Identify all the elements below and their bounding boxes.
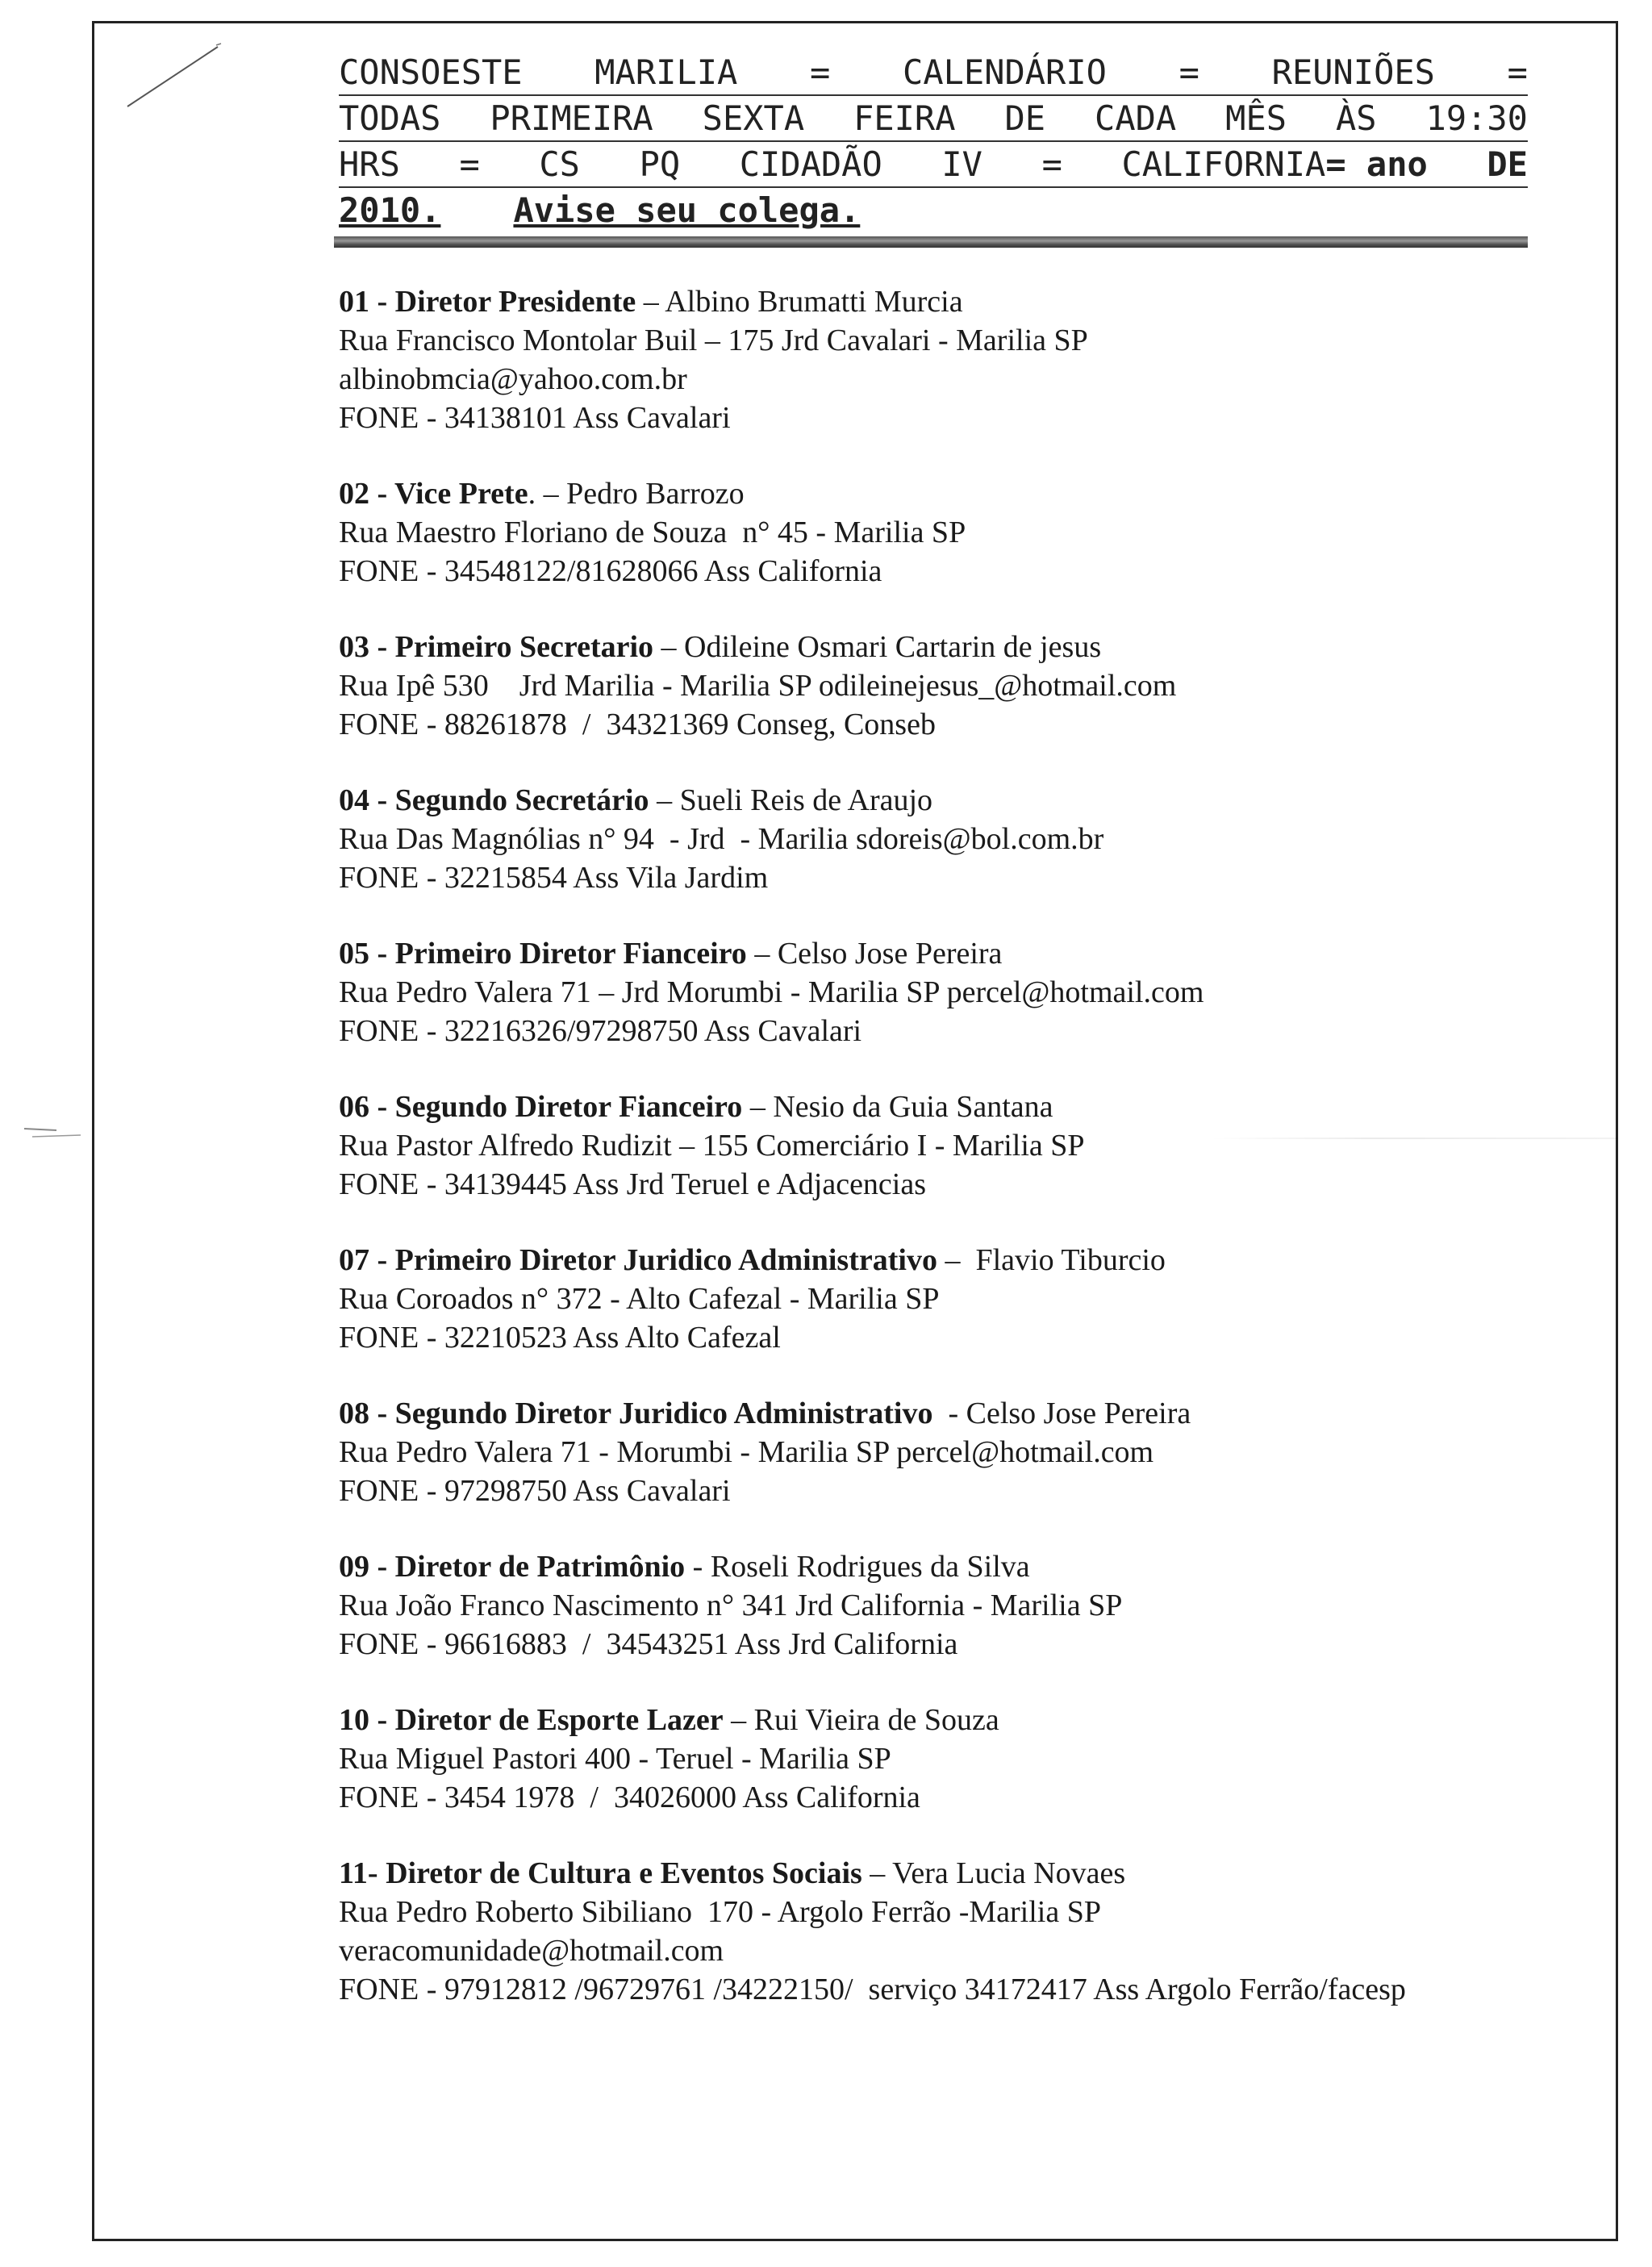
entry-number: 01 - — [339, 285, 395, 319]
entry-detail-line: FONE - 34138101 Ass Cavalari — [339, 401, 731, 435]
directors-list — [339, 282, 1597, 2046]
header-word: CS — [539, 144, 580, 184]
entry-detail-line: Rua Miguel Pastori 400 - Teruel - Marilia SP — [339, 1742, 891, 1776]
header-line-4 — [339, 188, 1528, 232]
entry-person-name: – Albino Brumatti Murcia — [636, 285, 963, 319]
entry-detail-line: Rua Pastor Alfredo Rudizit – 155 Comerciário I - Marilia SP — [339, 1129, 1085, 1163]
header-word: REUNIÕES — [1271, 52, 1435, 92]
document-header — [339, 50, 1528, 232]
entry-detail-line: veracomunidade@hotmail.com — [339, 1934, 724, 1968]
header-word: FEIRA — [853, 98, 956, 138]
entry-person-name: – Odileine Osmari Cartarin de jesus — [653, 630, 1102, 664]
header-word — [1121, 142, 1427, 186]
header-line-2 — [339, 96, 1528, 142]
entry-title-line — [339, 474, 1597, 513]
entry-role: Segundo Secretário — [394, 783, 649, 817]
header-divider — [334, 236, 1528, 248]
director-entry — [339, 474, 1597, 591]
entry-person-name: - Celso Jose Pereira — [932, 1397, 1191, 1430]
header-word: ÀS — [1335, 98, 1377, 138]
header-year: 2010. — [339, 190, 441, 230]
header-word: CONSOESTE — [339, 52, 523, 92]
entry-detail-line: albinobmcia@yahoo.com.br — [339, 362, 687, 396]
entry-number: 03 - — [339, 630, 395, 664]
entry-detail-line: Rua Francisco Montolar Buil – 175 Jrd Cavalari - Marilia SP — [339, 324, 1088, 357]
director-entry — [339, 1088, 1597, 1204]
header-word: PRIMEIRA — [490, 98, 653, 138]
entry-role: Segundo Diretor Fianceiro — [394, 1090, 743, 1124]
entry-title-line — [339, 1547, 1597, 1586]
header-word: CALENDÁRIO — [903, 52, 1107, 92]
header-word: = — [1179, 52, 1199, 92]
entry-detail-line: FONE - 3454 1978 / 34026000 Ass California — [339, 1781, 920, 1814]
header-word: = — [810, 52, 831, 92]
header-word: 19:30 — [1425, 98, 1528, 138]
entry-person-name: – Vera Lucia Novaes — [861, 1856, 1126, 1890]
director-entry — [339, 1547, 1597, 1664]
entry-number: 08 - — [339, 1397, 395, 1430]
entry-detail-line: FONE - 32216326/97298750 Ass Cavalari — [339, 1014, 862, 1048]
entry-number: 10 - — [339, 1703, 395, 1737]
director-entry — [339, 934, 1597, 1050]
header-word: HRS — [339, 144, 400, 184]
header-word: = — [1507, 52, 1528, 92]
header-word: = — [459, 144, 480, 184]
header-word: MARILIA — [594, 52, 738, 92]
director-entry — [339, 781, 1597, 897]
header-word: SEXTA — [702, 98, 805, 138]
entry-role: Diretor Presidente — [394, 285, 636, 319]
director-entry — [339, 282, 1597, 437]
entry-number: 07 - — [339, 1243, 395, 1277]
entry-number: 02 - — [339, 477, 394, 511]
entry-role: Diretor de Patrimônio — [394, 1550, 686, 1584]
entry-person-name: – Rui Vieira de Souza — [723, 1703, 999, 1737]
header-notice: Avise seu colega. — [513, 190, 861, 230]
entry-person-name: . – Pedro Barrozo — [528, 477, 745, 511]
pen-stroke-mark — [121, 40, 226, 113]
header-word: CIDADÃO — [739, 144, 882, 184]
header-word: TODAS — [339, 98, 441, 138]
entry-number: 04 - — [339, 783, 395, 817]
entry-detail-line: Rua Ipê 530 Jrd Marilia - Marilia SP odileinejesus_@hotmail.com — [339, 669, 1177, 703]
header-spacer — [440, 188, 513, 232]
entry-role: Primeiro Diretor Fianceiro — [394, 937, 747, 971]
entry-detail-line: FONE - 97912812 /96729761 /34222150/ serviço 34172417 Ass Argolo Ferrão/facesp — [339, 1973, 1406, 2006]
header-word: MÊS — [1225, 98, 1287, 138]
entry-title-line — [339, 934, 1597, 973]
entry-title-line — [339, 628, 1597, 666]
entry-role: Primeiro Secretario — [394, 630, 654, 664]
entry-role: Segundo Diretor Juridico Administrativo — [394, 1397, 933, 1430]
entry-number: 06 - — [339, 1090, 395, 1124]
entry-title-line — [339, 781, 1597, 820]
entry-role: Primeiro Diretor Juridico Administrativo — [394, 1243, 937, 1277]
header-word: DE — [1004, 98, 1046, 138]
entry-title-line — [339, 1854, 1597, 1893]
edge-scan-mark — [0, 1125, 92, 1142]
entry-role: Diretor de Cultura e Eventos Sociais — [386, 1856, 862, 1890]
header-word: CALIFORNIA — [1121, 144, 1326, 184]
director-entry — [339, 1854, 1597, 2009]
director-entry — [339, 628, 1597, 744]
director-entry — [339, 1701, 1597, 1817]
header-word: = — [1041, 144, 1062, 184]
entry-detail-line: Rua Das Magnólias n° 94 - Jrd - Marilia sdoreis@bol.com.br — [339, 822, 1104, 856]
entry-detail-line: FONE - 34548122/81628066 Ass California — [339, 554, 882, 588]
entry-number: 09 - — [339, 1550, 395, 1584]
header-line-1 — [339, 50, 1528, 96]
entry-title-line — [339, 1088, 1597, 1126]
header-word: PQ — [639, 144, 681, 184]
entry-detail-line: Rua João Franco Nascimento n° 341 Jrd California - Marilia SP — [339, 1589, 1123, 1622]
header-word: CADA — [1095, 98, 1177, 138]
entry-role: Diretor de Esporte Lazer — [394, 1703, 724, 1737]
entry-title-line — [339, 282, 1597, 321]
entry-title-line — [339, 1394, 1597, 1433]
entry-detail-line: Rua Pedro Valera 71 - Morumbi - Marilia SP percel@hotmail.com — [339, 1435, 1154, 1469]
entry-detail-line: FONE - 97298750 Ass Cavalari — [339, 1474, 731, 1508]
entry-number: 05 - — [339, 937, 395, 971]
entry-detail-line: FONE - 96616883 / 34543251 Ass Jrd California — [339, 1627, 958, 1661]
entry-person-name: - Roseli Rodrigues da Silva — [685, 1550, 1030, 1584]
entry-detail-line: Rua Maestro Floriano de Souza n° 45 - Marilia SP — [339, 516, 966, 549]
header-word-bold: DE — [1487, 144, 1528, 184]
entry-detail-line: FONE - 88261878 / 34321369 Conseg, Conseb — [339, 708, 936, 741]
header-word-bold: = ano — [1325, 144, 1428, 184]
director-entry — [339, 1394, 1597, 1510]
header-line-3 — [339, 142, 1528, 188]
entry-detail-line: FONE - 34139445 Ass Jrd Teruel e Adjacencias — [339, 1167, 927, 1201]
entry-detail-line: Rua Pedro Roberto Sibiliano 170 - Argolo Ferrão -Marilia SP — [339, 1895, 1101, 1929]
entry-detail-line: Rua Pedro Valera 71 – Jrd Morumbi - Marilia SP percel@hotmail.com — [339, 975, 1204, 1009]
entry-detail-line: Rua Coroados n° 372 - Alto Cafezal - Marilia SP — [339, 1282, 940, 1316]
entry-title-line — [339, 1701, 1597, 1739]
entry-person-name: – Sueli Reis de Araujo — [649, 783, 933, 817]
entry-person-name: – Nesio da Guia Santana — [742, 1090, 1053, 1124]
header-word: IV — [941, 144, 982, 184]
entry-person-name: – Celso Jose Pereira — [746, 937, 1003, 971]
entry-person-name: – Flavio Tiburcio — [937, 1243, 1166, 1277]
entry-title-line — [339, 1241, 1597, 1280]
entry-detail-line: FONE - 32210523 Ass Alto Cafezal — [339, 1321, 781, 1355]
entry-detail-line: FONE - 32215854 Ass Vila Jardim — [339, 861, 769, 895]
director-entry — [339, 1241, 1597, 1357]
entry-number: 11- — [339, 1856, 386, 1890]
entry-role: Vice Prete — [394, 477, 528, 511]
